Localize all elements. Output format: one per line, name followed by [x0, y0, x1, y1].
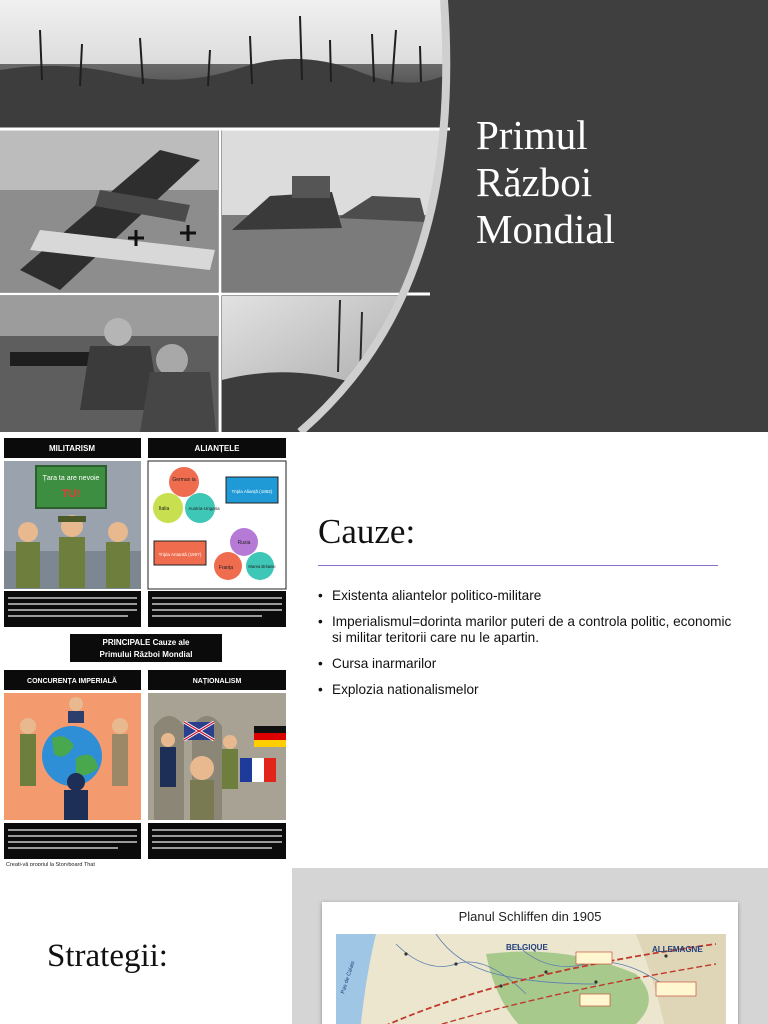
panel-title-imperiala: CONCURENȚA IMPERIALĂ	[27, 678, 117, 685]
label-britain: Marea Britanie	[248, 564, 276, 569]
label-germany: German ia	[172, 477, 196, 483]
title-line-1: Primul	[476, 112, 588, 158]
label-italy: Italia	[158, 506, 170, 512]
label-triple-entente: Tripla Antantă (1907)	[158, 552, 202, 557]
panel-title-aliante: ALIANȚELE	[194, 444, 240, 453]
label-triple-alliance: Tripla Alianță (1882)	[231, 489, 273, 494]
poster-text-1: Țara ta are nevoie	[42, 475, 100, 482]
panel-title-militarism: MILITARISM	[48, 444, 96, 453]
slide-title	[0, 0, 768, 432]
title-line-2: Război	[476, 159, 593, 205]
causes-storyboard	[4, 436, 288, 866]
cause-item: • Imperialismul=dorinta marilor puteri de a controla politic, economic si militar teritorii care nu le apartin.	[318, 614, 738, 646]
label-sea: Pas de Calais	[340, 960, 357, 995]
cause-item: • Existenta aliantelor politico-militare	[318, 588, 738, 604]
label-allemagne: ALLEMAGNE	[652, 945, 703, 954]
poster-text-2: TU!	[61, 488, 81, 500]
presentation-title	[476, 112, 756, 253]
label-russia: Rusia	[237, 540, 251, 546]
strategies-heading: Strategii:	[47, 938, 168, 974]
storyboard-title-1: PRINCIPALE Cauze ale	[102, 638, 190, 647]
title-line-3: Mondial	[476, 206, 615, 252]
slide-strategies	[0, 868, 768, 1024]
panel-title-nationalism: NAȚIONALISM	[192, 678, 242, 685]
map-title: Planul Schliffen din 1905	[458, 909, 602, 924]
label-france: Franța	[218, 565, 234, 571]
causes-list	[318, 588, 738, 708]
schlieffen-plan-map	[336, 934, 726, 1024]
storyboard-title-2: Primului Război Mondial	[99, 650, 193, 659]
cause-item: • Explozia nationalismelor	[318, 682, 738, 698]
label-austria: Austria-Ungaria	[188, 506, 220, 511]
label-belgique: BELGIQUE	[506, 943, 548, 952]
heading-divider	[318, 565, 718, 566]
soldier-figures	[16, 515, 130, 588]
slide-causes	[0, 434, 768, 866]
schlieffen-map-card	[322, 902, 738, 1024]
storyboard-credit: Creați-vă propriul la Storyboard That	[6, 862, 95, 868]
cause-item: • Cursa inarmarilor	[318, 656, 738, 672]
causes-heading: Cauze:	[318, 512, 416, 551]
